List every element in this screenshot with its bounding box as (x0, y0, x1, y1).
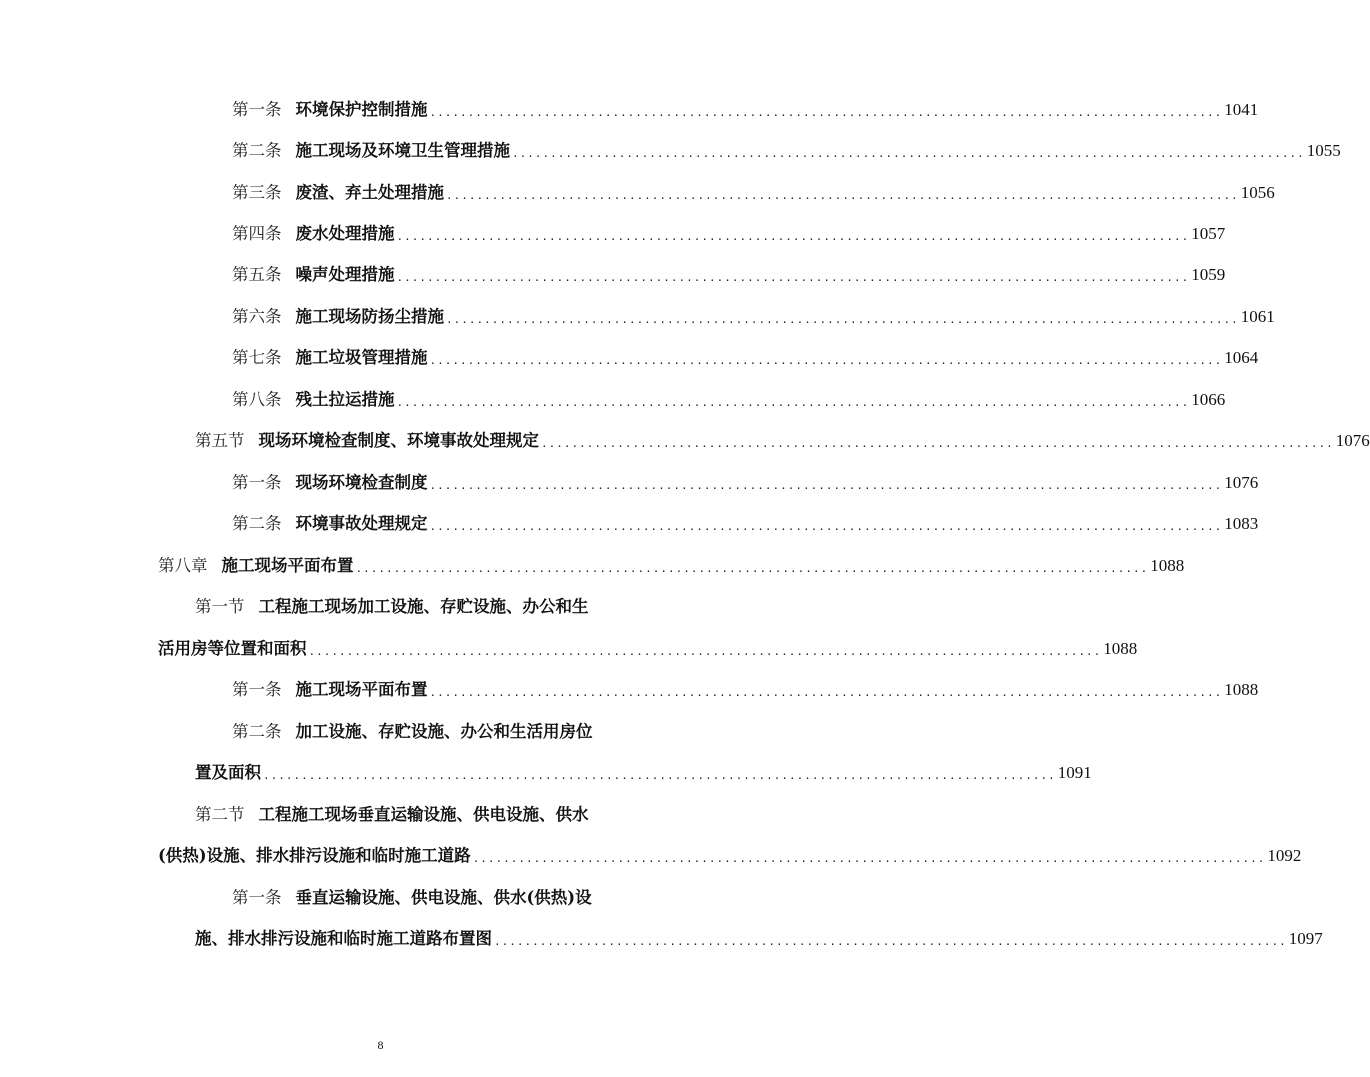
toc-entry-number: 第一条 (232, 888, 282, 907)
toc-entry-title-continuation: 活用房等位置和面积 (158, 639, 307, 658)
toc-entry-page: 1088 (1150, 556, 1185, 575)
toc-leader-dots: ........................................................................................................ (541, 437, 1334, 450)
toc-entry-number: 第八章 (158, 556, 208, 575)
toc-entry-number: 第五节 (195, 431, 245, 450)
toc-entry-continuation[interactable] (195, 927, 1323, 951)
toc-entry-number: 第二节 (195, 805, 245, 824)
toc-leader-dots: ........................................................................................................ (446, 313, 1239, 326)
toc-entry-page: 1056 (1240, 183, 1275, 202)
toc-entry-number: 第二条 (232, 514, 282, 533)
toc-entry[interactable] (195, 803, 642, 827)
toc-leader-dots: ........................................................................................................ (396, 396, 1190, 409)
toc-entry[interactable] (232, 139, 1341, 163)
toc-entry-page: 1066 (1191, 390, 1226, 409)
toc-entry-number: 第一条 (232, 680, 282, 699)
toc-entry-page: 1088 (1103, 639, 1138, 658)
toc-leader-dots: ........................................................................................................ (263, 769, 1056, 782)
toc-entry[interactable] (195, 595, 642, 619)
toc-entry-title: 废水处理措施 (295, 224, 395, 243)
toc-entry-number: 第八条 (232, 390, 282, 409)
toc-entry-title-continuation: (供热)设施、排水排污设施和临时施工道路 (158, 846, 471, 865)
toc-leader-dots: ........................................................................................................ (446, 189, 1239, 202)
toc-entry-number: 第一条 (232, 473, 282, 492)
toc-entry-page: 1083 (1224, 514, 1259, 533)
toc-entry-continuation[interactable] (195, 761, 1092, 785)
toc-leader-dots: ........................................................................................................ (429, 479, 1223, 492)
toc-entry-page: 1091 (1057, 763, 1092, 782)
toc-entry-title-continuation: 施、排水排污设施和临时施工道路布置图 (195, 929, 492, 948)
toc-entry-page: 1064 (1224, 348, 1259, 367)
toc-entry[interactable] (232, 512, 1259, 536)
toc-entry-page: 1088 (1224, 680, 1259, 699)
toc-leader-dots: ........................................................................................................ (429, 686, 1223, 699)
toc-entry[interactable] (158, 554, 1185, 578)
toc-leader-dots: ........................................................................................................ (429, 106, 1223, 119)
toc-entry-title: 施工现场及环境卫生管理措施 (295, 141, 510, 160)
toc-entry-number: 第六条 (232, 307, 282, 326)
toc-entry-title: 垂直运输设施、供电设施、供水(供热)设 (295, 888, 592, 907)
toc-entry-page: 1061 (1240, 307, 1275, 326)
toc-entry-title: 施工现场平面布置 (221, 556, 354, 575)
toc-entry-page: 1055 (1306, 141, 1341, 160)
toc-entry[interactable] (232, 388, 1226, 412)
toc-entry-title: 残土拉运措施 (295, 390, 395, 409)
toc-entry-page: 1097 (1288, 929, 1323, 948)
toc-entry[interactable] (232, 98, 1259, 122)
toc-leader-dots: ........................................................................................................ (494, 935, 1287, 948)
toc-entry[interactable] (232, 720, 642, 744)
toc-entry[interactable] (232, 181, 1275, 205)
toc-leader-dots: ........................................................................................................ (512, 147, 1305, 160)
toc-leader-dots: ........................................................................................................ (396, 230, 1190, 243)
toc-leader-dots: ........................................................................................................ (429, 520, 1223, 533)
toc-entry-title: 废渣、弃土处理措施 (295, 183, 444, 202)
toc-entry-page: 1076 (1335, 431, 1370, 450)
toc-entry-continuation[interactable] (158, 844, 1302, 868)
toc-entry[interactable] (232, 222, 1226, 246)
toc-entry[interactable] (232, 263, 1226, 287)
toc-entry-title-continuation: 置及面积 (195, 763, 261, 782)
toc-entry[interactable] (232, 346, 1259, 370)
toc-leader-dots: ........................................................................................................ (429, 354, 1223, 367)
page-number: 8 (377, 1038, 384, 1052)
toc-entry[interactable] (232, 471, 1259, 495)
toc-entry-page: 1041 (1224, 100, 1259, 119)
toc-entry-title: 加工设施、存贮设施、办公和生活用房位 (295, 722, 593, 741)
toc-entry[interactable] (195, 429, 1370, 453)
toc-entry-number: 第三条 (232, 183, 282, 202)
toc-entry-title: 噪声处理措施 (295, 265, 395, 284)
toc-entry-page: 1057 (1191, 224, 1226, 243)
toc-leader-dots: ........................................................................................................ (308, 645, 1102, 658)
toc-entry-title: 施工现场平面布置 (295, 680, 428, 699)
toc-entry-title: 环境保护控制措施 (295, 100, 428, 119)
toc-entry[interactable] (232, 305, 1275, 329)
toc-entry-title: 施工现场防扬尘措施 (295, 307, 444, 326)
toc-entry-title: 施工垃圾管理措施 (295, 348, 428, 367)
toc-entry-number: 第二条 (232, 141, 282, 160)
toc-entry-number: 第五条 (232, 265, 282, 284)
toc-entry-continuation[interactable] (158, 637, 1138, 661)
toc-entry-number: 第七条 (232, 348, 282, 367)
toc-entry-number: 第四条 (232, 224, 282, 243)
toc-entry[interactable] (232, 886, 642, 910)
toc-leader-dots: ........................................................................................................ (472, 852, 1266, 865)
toc-entry-page: 1076 (1224, 473, 1259, 492)
toc-entry-title: 现场环境检查制度、环境事故处理规定 (258, 431, 539, 450)
toc-entry[interactable] (232, 678, 1259, 702)
toc-entry-title: 工程施工现场加工设施、存贮设施、办公和生 (258, 597, 589, 616)
toc-entry-title: 现场环境检查制度 (295, 473, 428, 492)
toc-leader-dots: ........................................................................................................ (355, 562, 1149, 575)
toc-entry-page: 1092 (1267, 846, 1302, 865)
toc-entry-number: 第二条 (232, 722, 282, 741)
toc-entry-page: 1059 (1191, 265, 1226, 284)
toc-entry-number: 第一节 (195, 597, 245, 616)
toc-entry-title: 工程施工现场垂直运输设施、供电设施、供水 (258, 805, 589, 824)
toc-entry-number: 第一条 (232, 100, 282, 119)
toc-leader-dots: ........................................................................................................ (396, 271, 1190, 284)
toc-entry-title: 环境事故处理规定 (295, 514, 428, 533)
